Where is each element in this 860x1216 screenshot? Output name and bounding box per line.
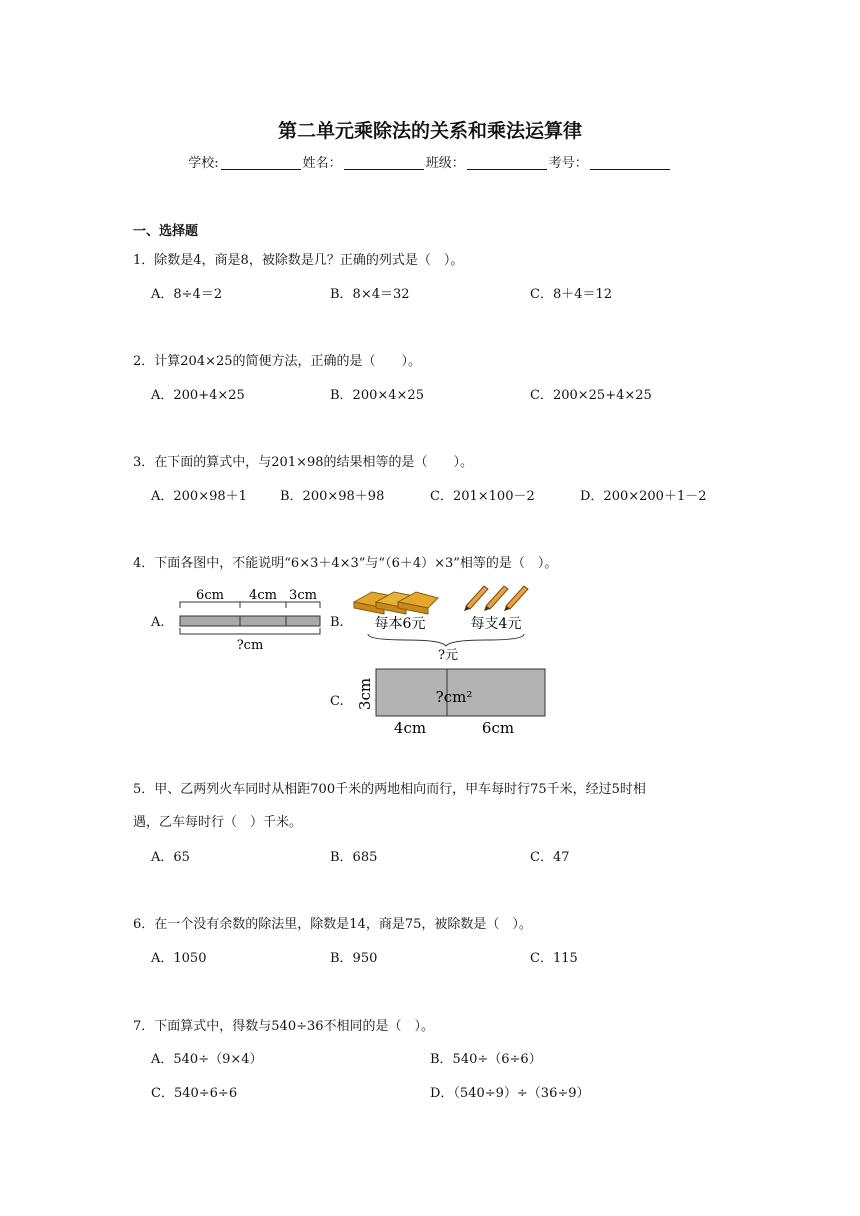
school-label: 学校:: [188, 156, 219, 171]
figure-b-pen-price: 每支4元: [470, 616, 522, 632]
figure-c-rectangle: [350, 664, 550, 744]
q6-option-b[interactable]: B．950: [330, 951, 378, 966]
question-3: 3．在下面的算式中，与201×98的结果相等的是（ ）。: [133, 455, 474, 470]
question-5-line2: 遇，乙车每时行（ ）千米。: [133, 815, 303, 830]
figure-b-book-price: 每本6元: [374, 616, 426, 632]
question-7: 7．下面算式中，得数与540÷36不相同的是（ ）。: [133, 1019, 435, 1034]
q5-option-c[interactable]: C．47: [530, 850, 570, 865]
page-title: 第二单元乘除法的关系和乘法运算律: [277, 120, 582, 142]
class-blank[interactable]: [467, 155, 547, 170]
q7-option-a[interactable]: A．540÷（9×4）: [151, 1052, 263, 1067]
figure-a-seg1: 6cm: [196, 588, 224, 603]
exam-no-label: 考号：: [548, 156, 588, 171]
figure-c-height: 3cm: [356, 677, 374, 711]
q4-option-c[interactable]: C.: [330, 694, 344, 709]
school-blank[interactable]: [221, 155, 301, 170]
figure-a-seg3: 3cm: [289, 588, 317, 603]
section-title: 一、选择题: [133, 224, 199, 239]
q3-option-a[interactable]: A．200×98＋1: [151, 489, 247, 504]
question-5-line1: 5．甲、乙两列火车同时从相距700千米的两地相向而行，甲车每时行75千米，经过5时相: [133, 782, 646, 797]
q2-option-a[interactable]: A．200+4×25: [151, 388, 245, 403]
q7-option-b[interactable]: B．540÷（6÷6）: [430, 1052, 542, 1067]
q1-option-a[interactable]: A．8÷4＝2: [151, 287, 223, 302]
q3-option-b[interactable]: B．200×98＋98: [280, 489, 385, 504]
q4-option-a[interactable]: A.: [151, 615, 165, 630]
figure-c-width1: 4cm: [393, 719, 427, 737]
figure-c-width2: 6cm: [481, 719, 515, 737]
question-6: 6．在一个没有余数的除法里，除数是14，商是75，被除数是（ ）。: [133, 917, 532, 932]
class-label: 班级：: [425, 156, 465, 171]
q3-option-d[interactable]: D．200×200＋1－2: [580, 489, 707, 504]
q6-option-c[interactable]: C．115: [530, 951, 578, 966]
q4-option-b[interactable]: B.: [330, 615, 344, 630]
q6-option-a[interactable]: A．1050: [151, 951, 207, 966]
figure-c-area: ?cm²: [435, 688, 473, 706]
figure-a-total: ?cm: [236, 638, 264, 653]
pens-icon: [464, 586, 528, 611]
q7-option-c[interactable]: C．540÷6÷6: [151, 1086, 238, 1101]
q2-option-b[interactable]: B．200×4×25: [330, 388, 424, 403]
exam-no-blank[interactable]: [590, 155, 670, 170]
name-blank[interactable]: [344, 155, 424, 170]
q5-option-b[interactable]: B．685: [330, 850, 378, 865]
figure-b-total: ?元: [438, 648, 458, 662]
q3-option-c[interactable]: C．201×100－2: [430, 489, 535, 504]
q5-option-a[interactable]: A．65: [151, 850, 190, 865]
books-icon: [354, 592, 438, 614]
q7-option-d[interactable]: D．（540÷9）÷（36÷9）: [430, 1086, 590, 1101]
name-label: 姓名：: [302, 156, 342, 171]
q2-option-c[interactable]: C．200×25+4×25: [530, 388, 652, 403]
figure-a-segment-bar: [172, 588, 328, 654]
question-1: 1．除数是4，商是8，被除数是几？正确的列式是（ ）。: [133, 253, 464, 268]
figure-b-books-pens: [346, 580, 546, 662]
figure-a-seg2: 4cm: [249, 588, 277, 603]
question-2: 2．计算204×25的简便方法，正确的是（ ）。: [133, 354, 422, 369]
student-info-line: [0, 152, 860, 171]
q1-option-b[interactable]: B．8×4＝32: [330, 287, 410, 302]
q1-option-c[interactable]: C．8＋4＝12: [530, 287, 613, 302]
question-4: 4．下面各图中，不能说明“6×3＋4×3”与“（6＋4）×3”相等的是（ ）。: [133, 556, 558, 571]
